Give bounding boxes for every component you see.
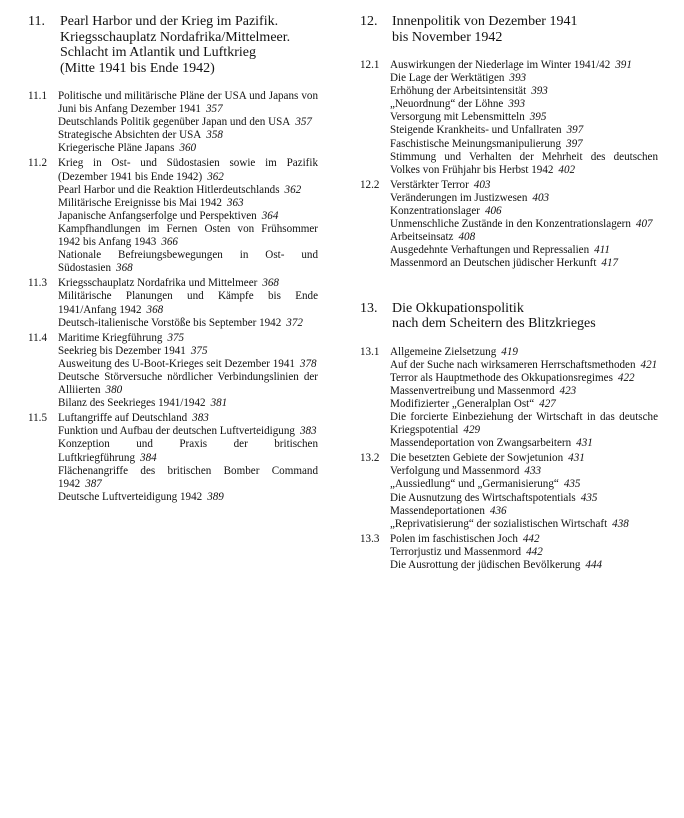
left-column — [28, 14, 318, 504]
section-number: 13.2 — [360, 452, 380, 465]
entry-title: „Neuordnung“ der Löhne — [390, 98, 504, 111]
entry-title: Krieg in Ost- und Südostasien sowie im Pazifik (Dezember 1941 bis Ende 1942) — [58, 157, 318, 183]
section-list — [360, 59, 658, 271]
entry-title: Versorgung mit Lebensmitteln — [390, 111, 525, 124]
toc-section — [360, 533, 658, 572]
chapter-number: 13. — [360, 300, 378, 316]
page-number: 419 — [501, 345, 518, 358]
toc-section — [360, 59, 658, 177]
entry-title: Deutsch-italienische Vorstöße bis September 1942 — [58, 316, 282, 329]
page-number: 387 — [85, 477, 102, 490]
entry-title: Deutsche Luftverteidigung 1942 — [58, 490, 203, 503]
toc-entry — [390, 372, 658, 385]
entry-title: Die Ausrottung der jüdischen Bevölkerung — [390, 559, 581, 571]
entry-title: Konzentrationslager — [390, 205, 480, 218]
toc-entry — [58, 371, 318, 397]
entry-title: Ausgedehnte Verhaftungen und Repressalien — [390, 244, 590, 257]
entry-title: Die forcierte Einbeziehung der Wirtschaft in das deutsche Kriegspotential — [390, 410, 658, 437]
toc-entry — [390, 151, 658, 177]
page-number: 364 — [261, 209, 279, 222]
entry-title: Unmenschliche Zustände in den Konzentrationslagern — [390, 218, 631, 231]
toc-entry — [58, 438, 318, 464]
page-number: 417 — [601, 257, 619, 270]
page-number: 423 — [559, 384, 577, 397]
section-number: 11.2 — [28, 157, 48, 170]
page-number: 383 — [299, 425, 317, 438]
section-number: 12.2 — [360, 178, 380, 191]
toc-entry — [390, 59, 658, 72]
toc-entry — [58, 184, 318, 197]
entry-title: Ausweitung des U-Boot-Krieges seit Dezember 1941 — [58, 357, 295, 370]
entry-title: Allgemeine Zielsetzung — [390, 345, 497, 358]
toc-entry — [58, 465, 318, 491]
toc-entry — [58, 197, 318, 210]
page-number: 431 — [576, 437, 593, 450]
entry-title: Arbeitseinsatz — [390, 231, 454, 244]
section-entries — [58, 157, 318, 275]
toc-section — [28, 157, 318, 275]
toc-entry — [390, 559, 658, 572]
toc-section — [360, 346, 658, 451]
entry-title: Kriegerische Pläne Japans — [58, 142, 175, 155]
section-number: 11.4 — [28, 331, 48, 344]
toc-entry — [58, 290, 318, 316]
toc-entry — [58, 210, 318, 223]
page-number: 378 — [299, 357, 317, 370]
entry-title: „Reprivatisierung“ der sozialistischen Wirtschaft — [390, 517, 608, 530]
entry-title: Kampfhandlungen im Fernen Osten von Frühsommer 1942 bis Anfang 1943 — [58, 222, 318, 249]
entry-title: Flächenangriffe des britischen Bomber Command 1942 — [58, 464, 318, 490]
page-number: 421 — [640, 358, 658, 371]
page-number: 422 — [617, 371, 635, 384]
page-number: 357 — [205, 103, 223, 116]
entry-title: Terror als Hauptmethode des Okkupationsregimes — [390, 371, 613, 384]
page-number: 397 — [566, 124, 584, 137]
toc-section — [28, 90, 318, 155]
spacer — [360, 271, 658, 301]
page-number: 391 — [615, 59, 632, 71]
entry-title: Deutschlands Politik gegenüber Japan und den USA — [58, 116, 291, 129]
page-number: 433 — [524, 465, 542, 478]
page-number: 411 — [594, 244, 610, 257]
page-number: 393 — [508, 98, 525, 111]
entry-title: Militärische Planungen und Kämpfe bis Ende 1941/Anfang 1942 — [58, 290, 318, 316]
toc-entry — [58, 249, 318, 275]
entry-title: Luftangriffe auf Deutschland — [58, 412, 188, 425]
entry-title: Faschistische Meinungsmanipulierung — [390, 137, 562, 150]
toc-entry — [390, 533, 658, 546]
toc-entry — [390, 218, 658, 231]
chapter-title: Pearl Harbor und der Krieg im Pazifik. Kriegsschauplatz Nordafrika/Mittelmeer. Schlacht im Atlantik und Luftkrieg (Mitte 1941 bis Ende 1942) — [60, 14, 291, 76]
toc-entry — [390, 205, 658, 218]
entry-title: Militärische Ereignisse bis Mai 1942 — [58, 196, 222, 209]
section-entries — [390, 533, 658, 572]
toc-entry — [390, 85, 658, 98]
page-number: 362 — [207, 170, 224, 183]
page-number: 435 — [563, 478, 581, 491]
page-number: 403 — [473, 178, 491, 191]
entry-title: Verfolgung und Massenmord — [390, 465, 520, 478]
toc-entry — [58, 425, 318, 438]
entry-title: Massendeportation von Zwangsarbeitern — [390, 437, 572, 450]
chapter-heading — [360, 301, 658, 332]
page-number: 368 — [116, 262, 133, 275]
entry-title: Funktion und Aufbau der deutschen Luftverteidigung — [58, 425, 295, 438]
page-number: 389 — [207, 490, 224, 503]
page-number: 442 — [526, 545, 543, 558]
page-number: 408 — [458, 231, 476, 244]
toc-entry — [58, 116, 318, 129]
toc-entry — [58, 332, 318, 345]
toc-entry — [390, 452, 658, 465]
page-number: 363 — [226, 196, 244, 209]
toc-entry — [390, 398, 658, 411]
entry-title: Pearl Harbor und die Reaktion Hitlerdeutschlands — [58, 183, 280, 196]
page-number: 427 — [539, 397, 556, 410]
toc-entry — [58, 223, 318, 249]
toc-entry — [390, 179, 658, 192]
toc-entry — [390, 231, 658, 244]
entry-title: Auswirkungen der Niederlage im Winter 1941/42 — [390, 59, 611, 71]
entry-title: Deutsche Störversuche nördlicher Verbindungslinien der Alliierten — [58, 370, 318, 397]
section-entries — [390, 59, 658, 177]
section-entries — [390, 179, 658, 271]
toc-entry — [390, 465, 658, 478]
page-number: 372 — [286, 316, 303, 329]
entry-title: Polen im faschistischen Joch — [390, 532, 518, 545]
toc-entry — [390, 492, 658, 505]
toc-entry — [390, 98, 658, 111]
page-number: 393 — [531, 85, 548, 98]
entry-title: Die Lage der Werktätigen — [390, 72, 505, 85]
toc-entry — [58, 358, 318, 371]
page-number: 358 — [206, 129, 223, 142]
toc-entry — [390, 257, 658, 270]
section-list — [360, 346, 658, 573]
page-number: 442 — [522, 532, 540, 545]
entry-title: Auf der Suche nach wirksameren Herrschaftsmethoden — [390, 358, 636, 371]
section-entries — [390, 452, 658, 531]
chapter-heading — [360, 14, 658, 45]
toc-entry — [390, 359, 658, 372]
chapter-number: 12. — [360, 14, 378, 29]
entry-title: Terrorjustiz und Massenmord — [390, 545, 522, 558]
entry-title: Modifizierter „Generalplan Ost“ — [390, 397, 535, 410]
toc-section — [28, 277, 318, 329]
entry-title: Massenmord an Deutschen jüdischer Herkunft — [390, 257, 597, 270]
page-number: 368 — [262, 277, 279, 290]
chapter-heading — [28, 14, 318, 76]
toc-entry — [390, 346, 658, 359]
toc-entry — [58, 491, 318, 504]
toc-entry — [390, 385, 658, 398]
entry-title: Veränderungen im Justizwesen — [390, 191, 528, 204]
section-entries — [58, 90, 318, 155]
page-number: 431 — [568, 452, 585, 465]
section-entries — [58, 277, 318, 329]
page-number: 407 — [635, 218, 653, 231]
toc-entry — [390, 546, 658, 559]
section-number: 13.3 — [360, 532, 380, 545]
page-number: 444 — [585, 559, 603, 571]
page-number: 357 — [295, 116, 312, 129]
entry-title: Massendeportationen — [390, 504, 485, 517]
page-number: 435 — [580, 491, 598, 504]
page-number: 406 — [484, 205, 502, 218]
page-number: 383 — [192, 412, 209, 425]
chapter-number: 11. — [28, 14, 45, 29]
entry-title: Massenvertreibung und Massenmord — [390, 384, 555, 397]
toc-entry — [58, 129, 318, 142]
section-number: 11.5 — [28, 412, 48, 425]
section-number: 11.3 — [28, 277, 48, 290]
toc-entry — [390, 138, 658, 151]
toc-entry — [390, 505, 658, 518]
entry-title: Politische und militärische Pläne der USA und Japans von Juni bis Anfang Dezember 1941 — [58, 90, 318, 116]
entry-title: Bilanz des Seekrieges 1941/1942 — [58, 397, 206, 410]
toc-entry — [58, 277, 318, 290]
entry-title: Nationale Befreiungsbewegungen in Ost- und Südostasien — [58, 249, 318, 275]
toc-entry — [58, 142, 318, 155]
page-number: 360 — [179, 142, 197, 155]
entry-title: Strategische Absichten der USA — [58, 129, 202, 142]
toc-entry — [390, 437, 658, 450]
entry-title: Die besetzten Gebiete der Sowjetunion — [390, 452, 564, 465]
page-number: 429 — [463, 424, 481, 437]
page-number: 368 — [146, 303, 164, 316]
page-number: 397 — [566, 137, 583, 150]
entry-title: Kriegsschauplatz Nordafrika und Mittelmeer — [58, 277, 258, 290]
entry-title: Seekrieg bis Dezember 1941 — [58, 344, 186, 357]
page-number: 402 — [558, 163, 576, 176]
page-number: 375 — [190, 344, 208, 357]
toc-entry — [390, 111, 658, 124]
section-number: 13.1 — [360, 345, 380, 358]
chapter-title: Innenpolitik von Dezember 1941 bis November 1942 — [392, 14, 578, 45]
entry-title: Verstärkter Terror — [390, 178, 469, 191]
toc-entry — [390, 244, 658, 257]
toc-entry — [58, 345, 318, 358]
page-number: 381 — [210, 397, 228, 410]
entry-title: Stimmung und Verhalten der Mehrheit des deutschen Volkes von Frühjahr bis Herbst 1942 — [390, 150, 658, 176]
section-number: 11.1 — [28, 90, 48, 102]
toc-section — [28, 332, 318, 411]
toc-entry — [390, 124, 658, 137]
toc-section — [28, 412, 318, 504]
page-number: 403 — [532, 191, 550, 204]
toc-entry — [58, 397, 318, 410]
section-list — [28, 90, 318, 504]
page-number: 375 — [167, 331, 185, 344]
entry-title: Steigende Krankheits- und Unfallraten — [390, 124, 562, 137]
toc-entry — [58, 90, 318, 116]
toc-entry — [390, 72, 658, 85]
chapter-title: Die Okkupationspolitik nach dem Scheitern des Blitzkrieges — [392, 300, 596, 331]
entry-title: Die Ausnutzung des Wirtschaftspotentials — [390, 491, 576, 504]
toc-section — [360, 452, 658, 531]
toc-section — [360, 179, 658, 271]
toc-entry — [390, 518, 658, 531]
section-entries — [58, 332, 318, 411]
page-number: 438 — [612, 517, 629, 530]
section-entries — [390, 346, 658, 451]
entry-title: Japanische Anfangserfolge und Perspektiven — [58, 209, 257, 222]
page-number: 384 — [140, 451, 157, 464]
entry-title: Konzeption und Praxis der britischen Luftkriegführung — [58, 438, 318, 464]
page-number: 395 — [529, 111, 547, 124]
toc-entry — [390, 411, 658, 437]
page-number: 380 — [105, 384, 123, 397]
toc-entry — [58, 317, 318, 330]
page-number: 393 — [509, 72, 527, 85]
right-column — [360, 14, 658, 572]
page-number: 436 — [489, 504, 507, 517]
entry-title: Maritime Kriegführung — [58, 331, 163, 344]
toc-entry — [390, 478, 658, 491]
page-number: 362 — [284, 183, 302, 196]
toc-entry — [58, 412, 318, 425]
toc-entry — [58, 157, 318, 183]
section-entries — [58, 412, 318, 504]
section-number: 12.1 — [360, 59, 380, 71]
page-number: 366 — [161, 236, 178, 249]
entry-title: „Aussiedlung“ und „Germanisierung“ — [390, 478, 559, 491]
entry-title: Erhöhung der Arbeitsintensität — [390, 85, 527, 98]
toc-entry — [390, 192, 658, 205]
